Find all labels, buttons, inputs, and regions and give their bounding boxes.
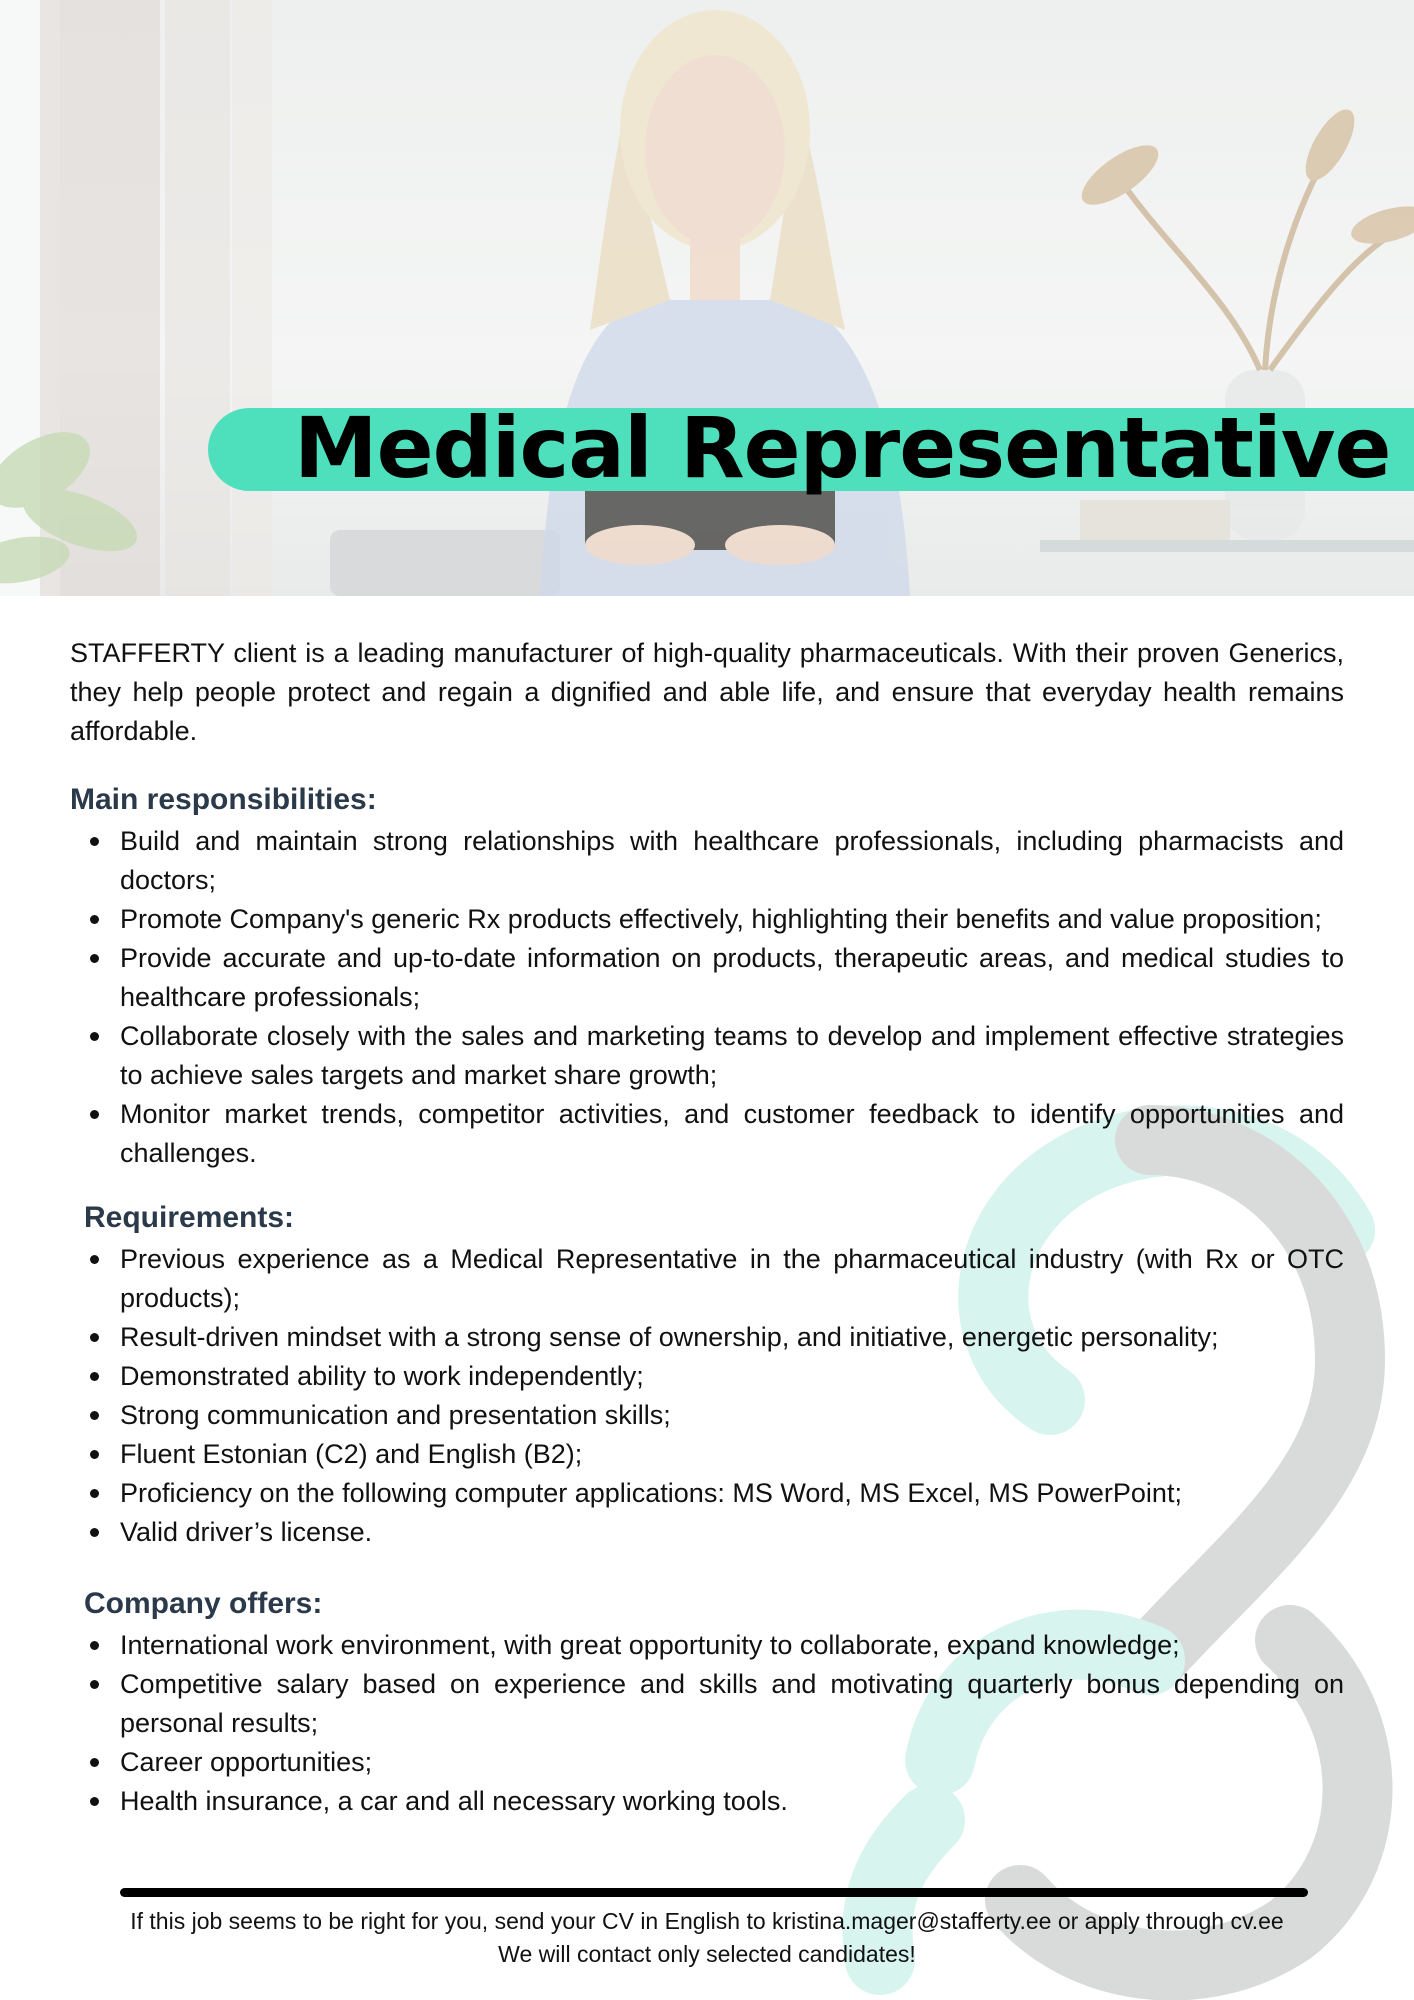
responsibilities-list <box>70 822 1344 1173</box>
offers-list <box>70 1626 1344 1821</box>
contact-note: We will contact only selected candidates! <box>498 1941 916 1967</box>
list-item: Build and maintain strong relationships with healthcare professionals, including pharmacists and doctors; <box>70 822 1344 900</box>
list-item: Monitor market trends, competitor activities, and customer feedback to identify opportunities and challenges. <box>70 1095 1344 1173</box>
list-item: Demonstrated ability to work independently; <box>70 1357 1344 1396</box>
hero-photo <box>0 0 1414 596</box>
apply-instructions: If this job seems to be right for you, send your CV in English to kristina.mager@stafferty.ee or apply through cv.ee <box>130 1908 1284 1934</box>
footer-divider <box>120 1888 1308 1897</box>
hero-banner <box>0 0 1414 596</box>
intro-paragraph: STAFFERTY client is a leading manufacturer of high-quality pharmaceuticals. With their proven Generics, they help people protect and regain a dignified and able life, and ensure that everyday health remains affordable. <box>70 638 1344 746</box>
list-item: Previous experience as a Medical Representative in the pharmaceutical industry (with Rx or OTC products); <box>70 1240 1344 1318</box>
list-item: Collaborate closely with the sales and marketing teams to develop and implement effective strategies to achieve sales targets and market share growth; <box>70 1017 1344 1095</box>
offers-heading: Company offers: <box>84 1587 323 1620</box>
list-item: Provide accurate and up-to-date information on products, therapeutic areas, and medical studies to healthcare professionals; <box>70 939 1344 1017</box>
list-item: Strong communication and presentation skills; <box>70 1396 1344 1435</box>
list-item: Proficiency on the following computer applications: MS Word, MS Excel, MS PowerPoint; <box>70 1474 1344 1513</box>
footer <box>70 1905 1344 1971</box>
person-photo <box>540 10 910 596</box>
list-item: Valid driver’s license. <box>70 1513 1344 1552</box>
list-item: Result-driven mindset with a strong sense of ownership, and initiative, energetic personality; <box>70 1318 1344 1357</box>
list-item: Career opportunities; <box>70 1743 1344 1782</box>
list-item: Promote Company's generic Rx products effectively, highlighting their benefits and value proposition; <box>70 900 1344 939</box>
page-title: Medical Representative <box>294 399 1391 497</box>
list-item: Competitive salary based on experience and skills and motivating quarterly bonus depending on personal results; <box>70 1665 1344 1743</box>
list-item: Fluent Estonian (C2) and English (B2); <box>70 1435 1344 1474</box>
job-description <box>70 634 1344 1821</box>
list-item: Health insurance, a car and all necessary working tools. <box>70 1782 1344 1821</box>
responsibilities-heading: Main responsibilities: <box>70 783 377 816</box>
requirements-list <box>70 1240 1344 1552</box>
list-item: International work environment, with great opportunity to collaborate, expand knowledge; <box>70 1626 1344 1665</box>
requirements-heading: Requirements: <box>84 1201 295 1234</box>
